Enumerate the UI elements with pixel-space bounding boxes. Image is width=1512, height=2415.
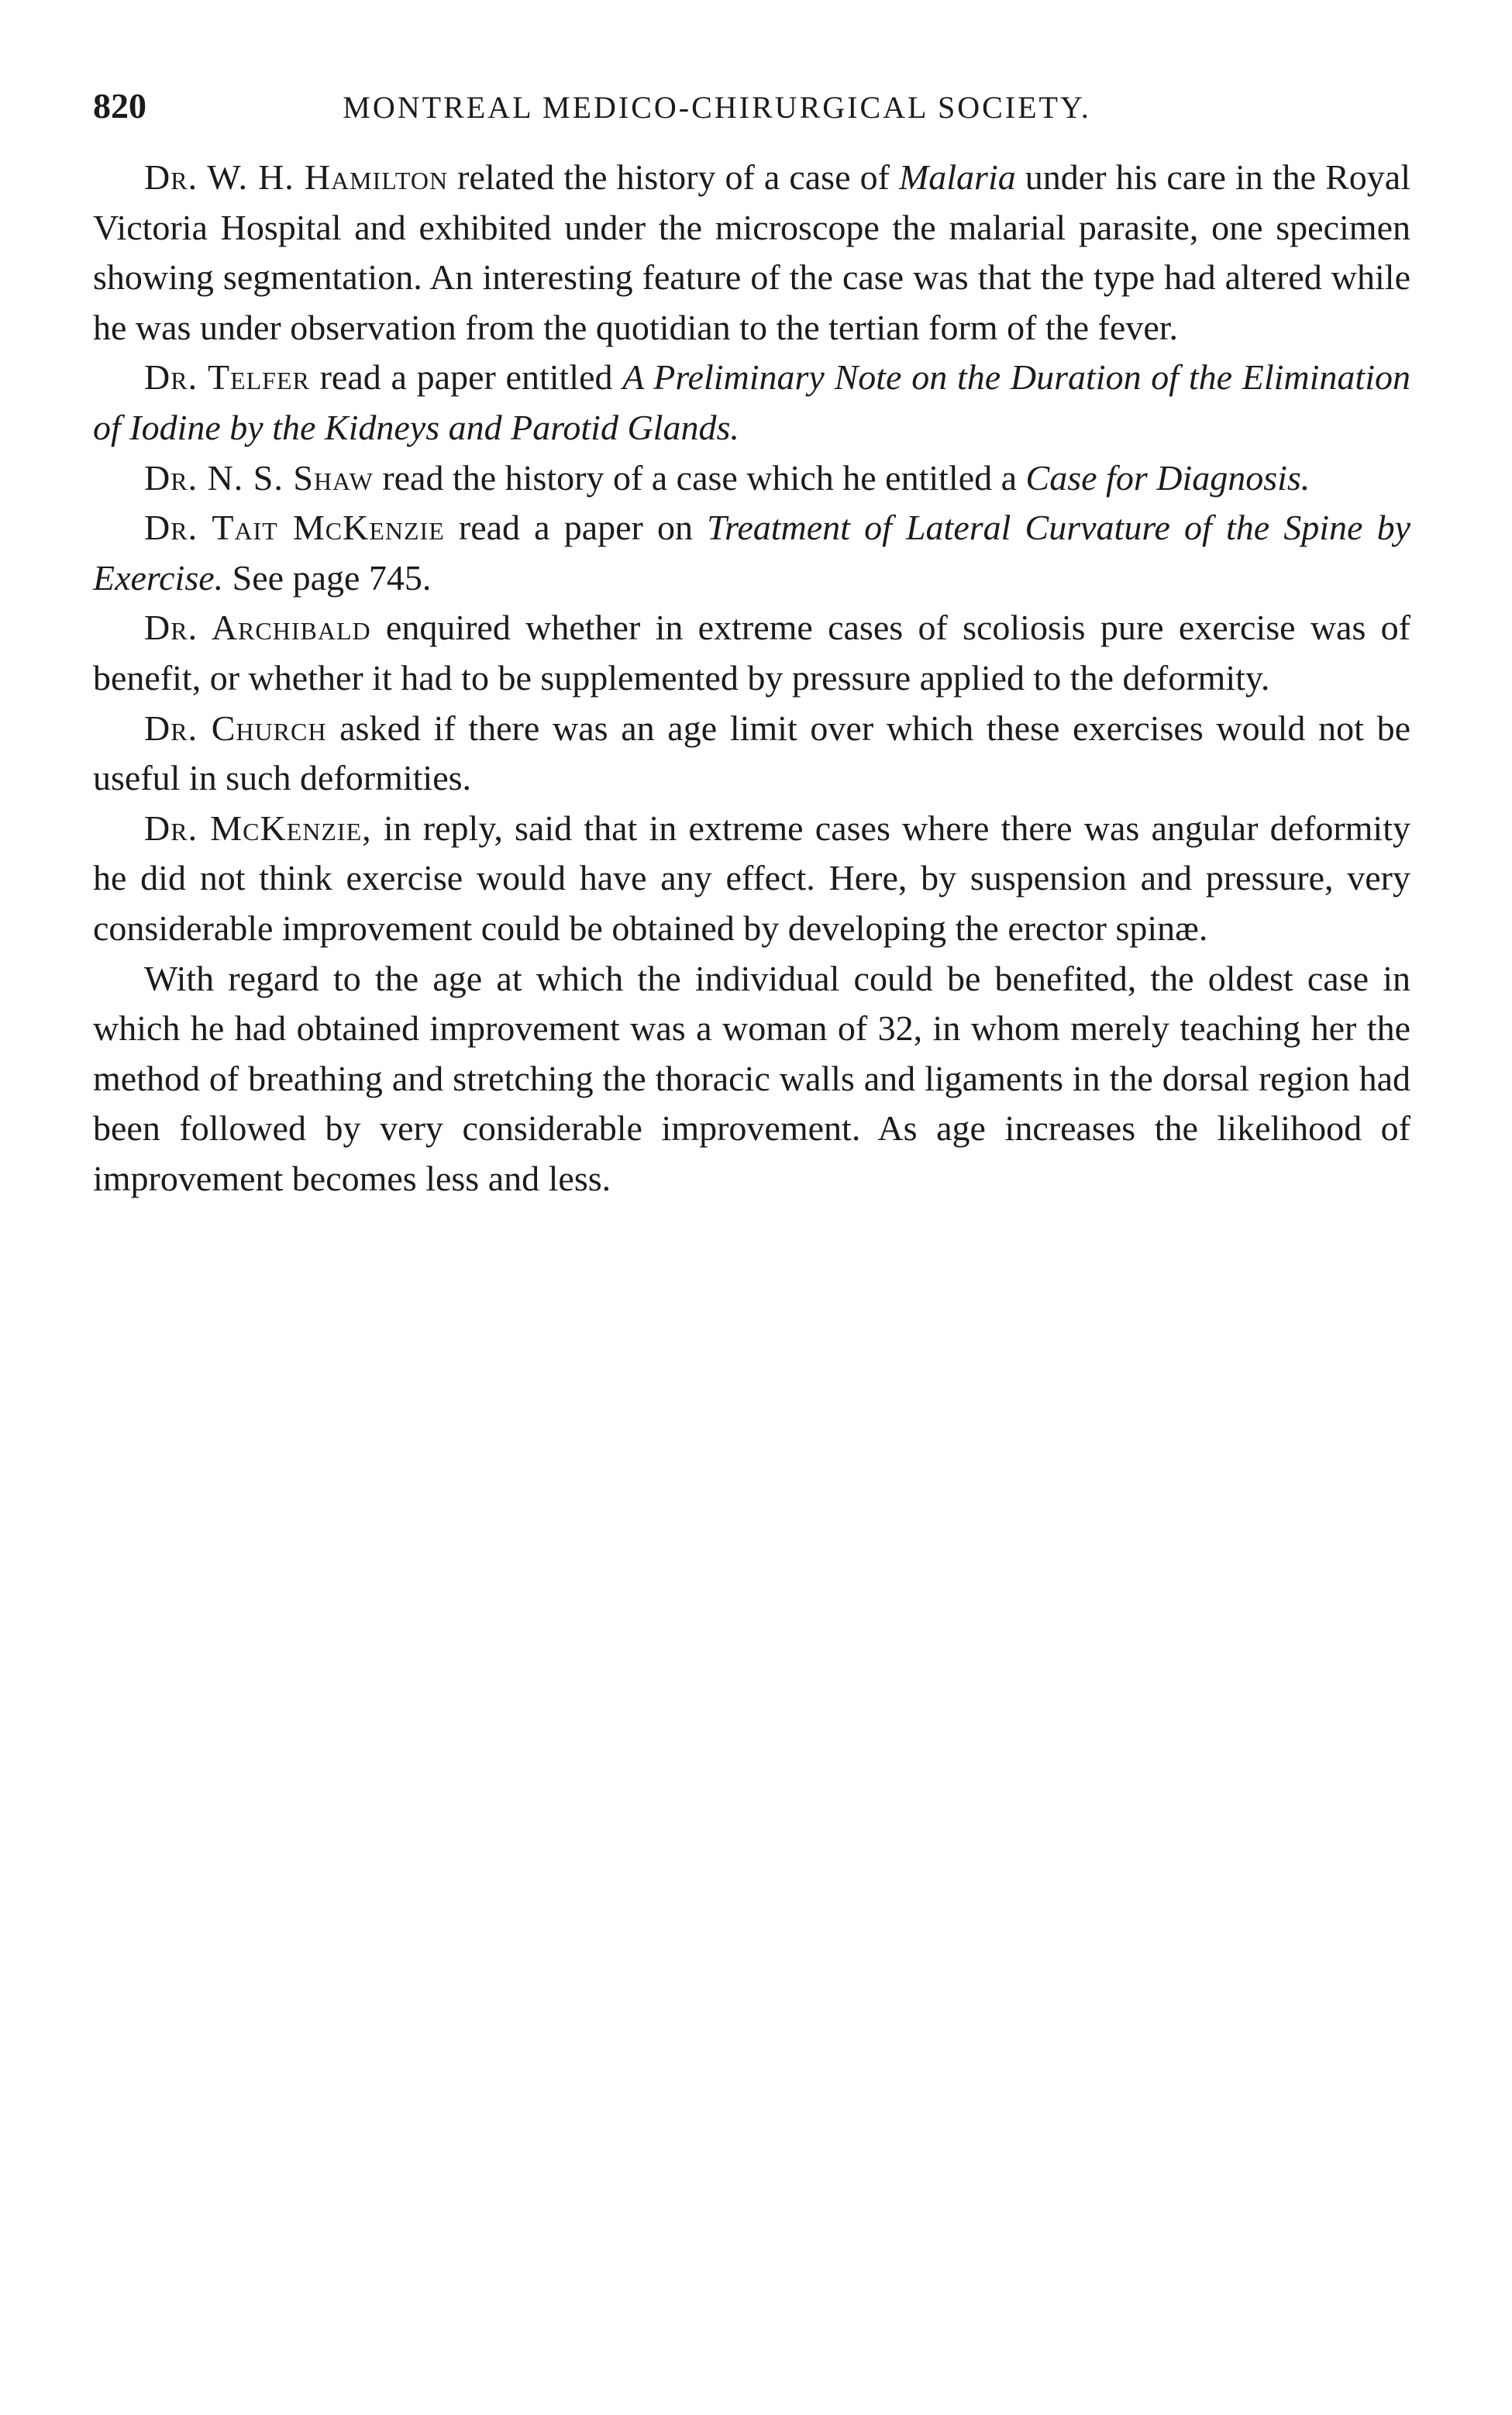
page-header [93, 85, 1410, 126]
paragraph-text: enquired whether in extreme cases of scoliosis pure exercise was of benefit, or whether it had to be supplemented by pressure applied to the deformity. [93, 608, 1410, 698]
speaker-name: Dr. Archibald [144, 608, 371, 648]
paragraph-church [93, 704, 1410, 804]
speaker-name: Dr. Tait McKenzie [144, 508, 445, 548]
paragraph-tait-mckenzie [93, 503, 1410, 603]
paragraph-text: read the history of a case which he entitled a [373, 457, 1026, 498]
paragraph-text: read a paper entitled [309, 357, 623, 398]
running-head: MONTREAL MEDICO-CHIRURGICAL SOCIETY. [343, 90, 1091, 125]
paragraph-age-regard [93, 954, 1410, 1204]
speaker-name: Dr. W. H. Hamilton [144, 157, 449, 197]
paragraph-telfer [93, 353, 1410, 453]
document-page [93, 85, 1410, 1204]
paragraph-text: in reply, said that in extreme cases where there was angular deformity he did not think exercise would have any effect. Here, by suspension and pressure, very considerable improvement could be obtained by developing the erector spinæ. [93, 808, 1410, 948]
italic-title: Treatment of Lateral Curvature of the Spine by Exercise. [93, 508, 1411, 598]
paragraph-text: under his care in the Royal Victoria Hospital and exhibited under the microscope the malarial parasite, one specimen showing segmentation. An interesting feature of the case was that the type had altered while he was under observation from the quotidian to the tertian form of the fever. [93, 157, 1410, 347]
paragraph-hamilton [93, 153, 1410, 353]
speaker-name: Dr. Telfer [144, 357, 310, 398]
paragraph-text: asked if there was an age limit over which these exercises would not be useful in such deformities. [93, 708, 1410, 798]
speaker-name: Dr. N. S. Shaw [144, 457, 374, 498]
paragraph-text: With regard to the age at which the individual could be benefited, the oldest case in which he had obtained improvement was a woman of 32, in whom merely teaching her the method of breathing and stretching the thoracic walls and ligaments in the dorsal region had been followed by very considerable improvement. As age increases the likelihood of improvement becomes less and less. [93, 958, 1410, 1198]
speaker-name: Dr. Church [144, 708, 327, 748]
paragraph-archibald [93, 603, 1410, 703]
speaker-name: Dr. McKenzie, [144, 808, 372, 848]
paragraph-text: read a paper on [444, 508, 708, 548]
body-text [93, 153, 1410, 1204]
italic-title: A Preliminary Note on the Duration of the Elimination of Iodine by the Kidneys and Parotid Glands. [93, 357, 1410, 447]
paragraph-text: related the history of a case of [448, 157, 899, 197]
paragraph-text: See page 745. [223, 557, 432, 598]
paragraph-shaw [93, 453, 1410, 504]
page-number: 820 [93, 86, 146, 126]
paragraph-mckenzie-reply [93, 804, 1410, 954]
italic-title: Case for Diagnosis. [1025, 457, 1311, 498]
italic-title: Malaria [898, 157, 1016, 197]
